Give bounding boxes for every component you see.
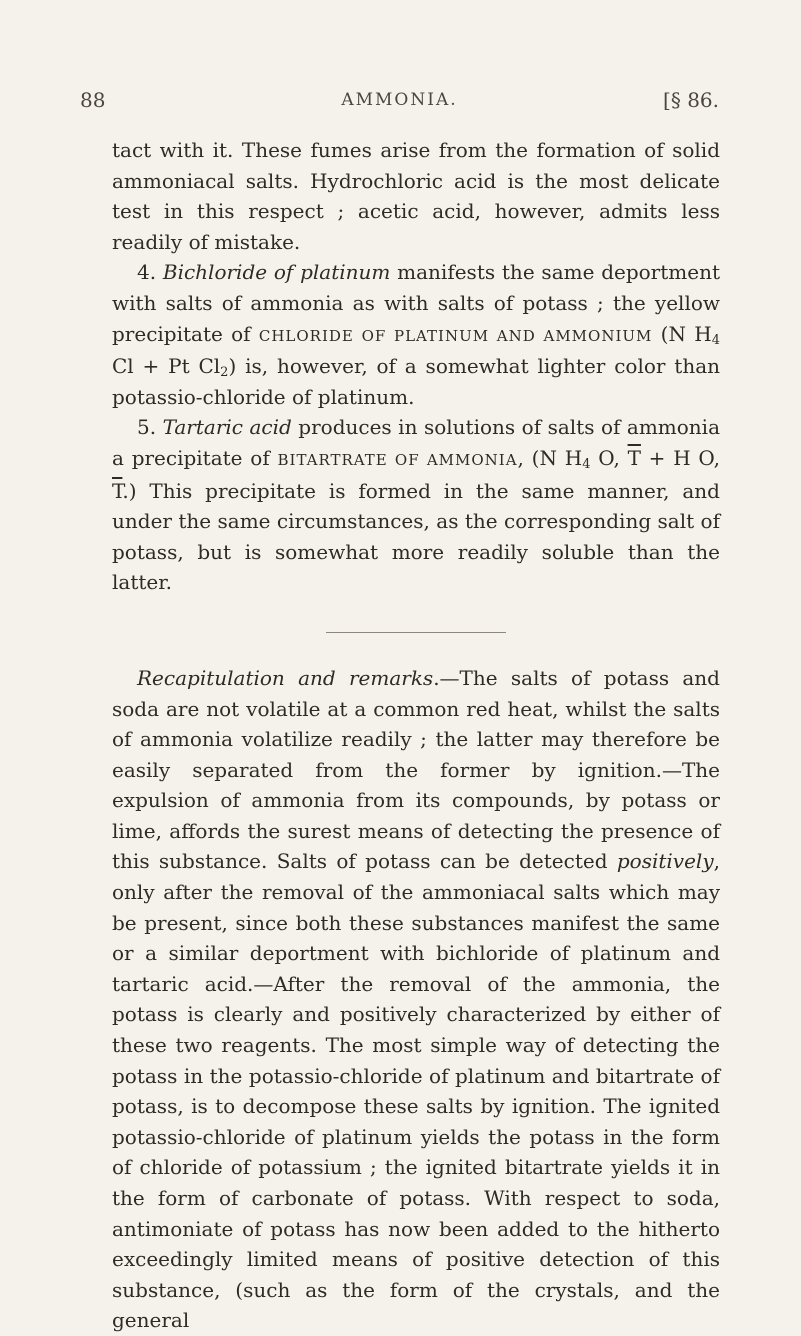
reagent-title: Bichloride of platinum: [162, 260, 391, 285]
item-number: 5.: [137, 415, 157, 440]
paragraph-tartaric: 5. Tartaric acid produces in solutions of salts of ammonia a precipitate of BITARTRATE OF AMMONIA, (N $H_4$ O, $\overline{T} + H$ O, $\overline{T}$.) This precipitate is formed in the same manner, and under the same circumstances, as the corresponding salt of potass, but is somewhat more readily soluble than the latter.: [112, 415, 720, 595]
compound-name: CHLORIDE OF PLATINUM AND AMMONIUM: [258, 326, 653, 345]
section-divider: [326, 632, 506, 633]
page-body: [112, 135, 720, 1336]
paragraph-bichloride: 4. Bichloride of platinum manifests the same deportment with salts of ammonia as with salts of potass ; the yellow precipitate of CHLORIDE OF PLATINUM AND AMMONIUM (N $H_4$ Cl + Pt $Cl_2$) is, however, of a somewhat lighter color than potassio-chloride of platinum.: [112, 260, 721, 409]
section-title: Recapitulation and remarks: [137, 665, 434, 690]
running-header: [80, 88, 719, 122]
paragraph-continued: tact with it. These fumes arise from the formation of solid ammoniacal salts. Hydrochloric acid is the most delicate test in this respect ; acetic acid, however, admits less readily of mistake.: [112, 138, 720, 254]
reagent-title: Tartaric acid: [162, 415, 292, 440]
running-title: AMMONIA.: [341, 90, 458, 110]
compound-name: BITARTRATE OF AMMONIA: [277, 450, 518, 469]
paragraph-recapitulation: Recapitulation and remarks.—The salts of potass and soda are not volatile at a common red heat, whilst the salts of ammonia volatilize readily ; the latter may therefore be easily separated from the former by ignition.—The expulsion of ammonia from its compounds, by potass or lime, affords the surest means of detecting the presence of this substance. Salts of potass can be detected positively, only after the removal of the ammoniacal salts which may be present, since both these substances manifest the same or a similar deportment with bichloride of platinum and tartaric acid.—After the removal of the ammonia, the potass is clearly and positively characterized by either of these two reagents. The most simple way of detecting the potass in the potassio-chloride of platinum and bitartrate of potass, is to decompose these salts by ignition. The ignited potassio-chloride of platinum yields the potass in the form of chloride of potassium ; the ignited bitartrate yields it in the form of carbonate of potass. With respect to soda, antimoniate of potass has now been added to the hitherto exceedingly limited means of positive detection of this substance, (such as the form of the crystals, and the general: [112, 665, 720, 1333]
emphasis: positively: [616, 849, 714, 874]
section-marker: [§ 86.: [663, 88, 719, 112]
item-number: 4.: [137, 260, 157, 285]
page-number: 88: [80, 88, 106, 112]
